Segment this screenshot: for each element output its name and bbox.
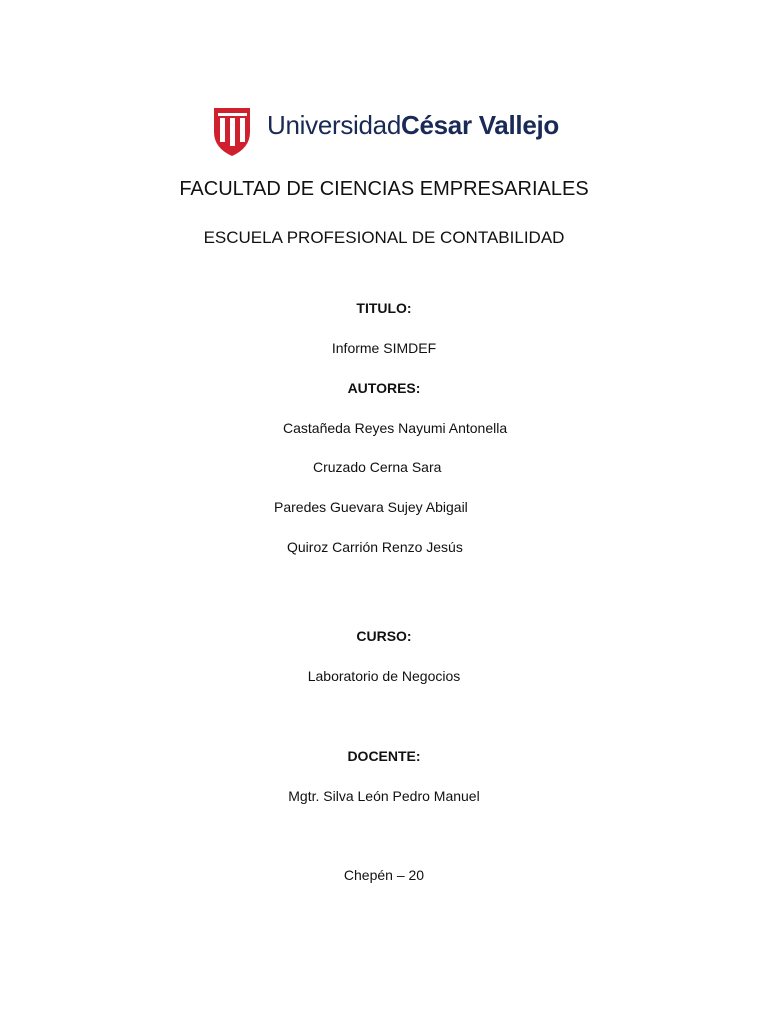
author-2: Cruzado Cerna Sara (313, 459, 442, 475)
teacher-value: Mgtr. Silva León Pedro Manuel (288, 788, 480, 804)
university-name-bold: César Vallejo (401, 110, 559, 140)
university-name-regular: Universidad (267, 110, 401, 140)
university-shield-icon (210, 104, 256, 158)
author-1: Castañeda Reyes Nayumi Antonella (283, 420, 508, 436)
university-name (267, 110, 559, 140)
course-label: CURSO: (356, 628, 412, 644)
university-logo (210, 104, 560, 158)
course-value: Laboratorio de Negocios (307, 668, 461, 684)
teacher-label: DOCENTE: (347, 748, 421, 764)
title-label: TITULO: (356, 300, 412, 316)
title-value: Informe SIMDEF (331, 340, 437, 356)
school-heading: ESCUELA PROFESIONAL DE CONTABILIDAD (203, 228, 565, 247)
author-3: Paredes Guevara Sujey Abigail (274, 499, 468, 515)
place-date: Chepén – 20 (343, 867, 425, 883)
author-4: Quiroz Carrión Renzo Jesús (287, 539, 463, 555)
authors-label: AUTORES: (347, 380, 421, 396)
faculty-heading: FACULTAD DE CIENCIAS EMPRESARIALES (179, 178, 589, 200)
